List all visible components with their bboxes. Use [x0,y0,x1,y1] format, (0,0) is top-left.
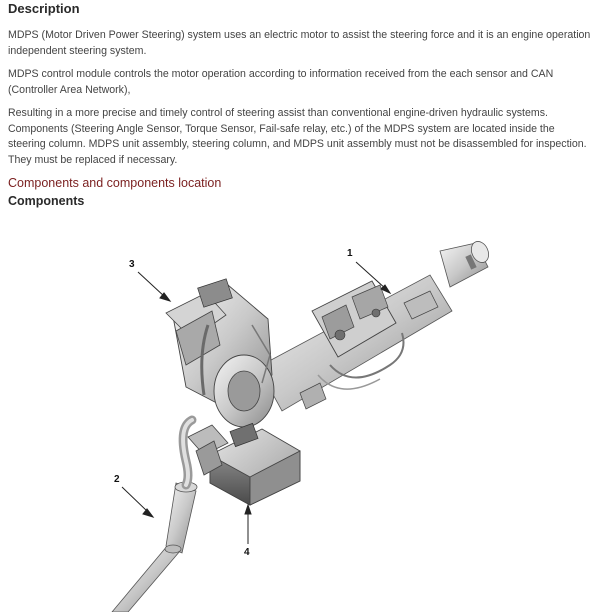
components-location-heading: Components and components location [8,176,222,190]
intermediate-shaft [112,420,197,612]
mdps-control-module [188,423,300,505]
callout-4: 4 [244,547,250,558]
callout-1: 1 [347,248,353,259]
description-paragraph-1: MDPS (Motor Driven Power Steering) system uses an electric motor to assist the steering force and it is an engine operation independent steering system. [8,29,591,57]
description-paragraph-2: MDPS control module controls the motor operation according to information received from the each sensor and CAN (Controller Area Network), [8,68,554,96]
mdps-assembly-illustration [0,215,600,612]
components-heading: Components [8,194,85,208]
description-heading: Description [8,1,80,16]
mdps-components-figure [0,215,600,612]
callout-2: 2 [114,474,120,485]
callout-3: 3 [129,259,135,270]
mdps-motor [166,279,274,427]
steering-column [258,239,492,411]
description-paragraph-3: Resulting in a more precise and timely control of steering assist than conventional engine-driven hydraulic systems. Components (Steering Angle Sensor, Torque Sensor, Fail-safe relay, etc.) of the MDPS system are located inside the steering column. MDPS unit assembly, steering column, and MDPS unit assembly must not be disassembled for inspection. They must be replaced if necessary. [8,107,587,166]
